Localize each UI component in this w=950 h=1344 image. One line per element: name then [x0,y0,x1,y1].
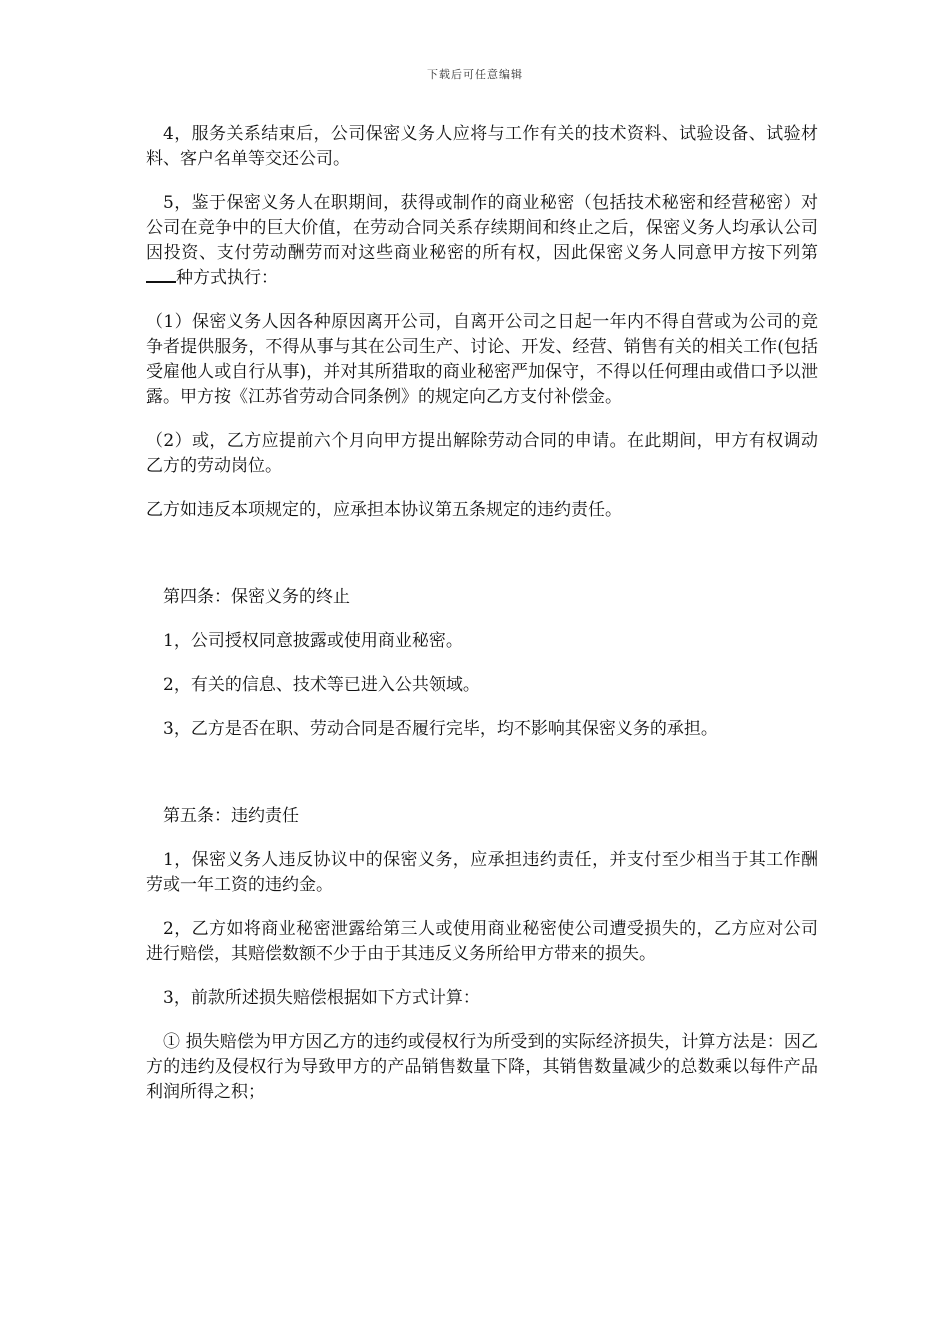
clause-5-text-after-blank: 种方式执行： [176,268,278,288]
page-header: 下载后可任意编辑 [427,68,523,81]
clause-5-text-before-blank: 5，鉴于保密义务人在职期间，获得或制作的商业秘密（包括技术秘密和经营秘密）对公司在竞争中的巨大价值，在劳动合同关系存续期间和终止之后，保密义务人均承认公司因投资、支付劳动酬劳而对这些商业秘密的所有权，因此保密义务人同意甲方按下列第 [146,193,818,263]
violation-paragraph: 乙方如违反本项规定的，应承担本协议第五条规定的违约责任。 [146,500,622,520]
article-4-item-1: 1，公司授权同意披露或使用商业秘密。 [163,631,463,651]
article-4-item-3: 3，乙方是否在职、劳动合同是否履行完毕，均不影响其保密义务的承担。 [163,719,718,739]
article-5-heading: 第五条：违约责任 [163,806,299,826]
option-1-paragraph: （1）保密义务人因各种原因离开公司，自离开公司之日起一年内不得自营或为公司的竞争者提供服务，不得从事与其在公司生产、讨论、开发、经营、销售有关的相关工作(包括受雇他人或自行从事)，并对其所猎取的商业秘密严加保守，不得以任何理由或借口予以泄露。甲方按《江苏省劳动合同条例》的规定向乙方支付补偿金。 [146,312,818,407]
article-5-item-3-sub-1: ① 损失赔偿为甲方因乙方的违约或侵权行为所受到的实际经济损失，计算方法是：因乙方的违约及侵权行为导致甲方的产品销售数量下降，其销售数量减少的总数乘以每件产品利润所得之积； [146,1032,818,1102]
option-2-paragraph: （2）或，乙方应提前六个月向甲方提出解除劳动合同的申请。在此期间，甲方有权调动乙方的劳动岗位。 [146,431,818,476]
article-5-item-3: 3，前款所述损失赔偿根据如下方式计算： [163,988,480,1008]
option-blank-field [146,267,176,283]
document-body [146,122,818,1124]
article-4-heading: 第四条：保密义务的终止 [163,587,350,607]
article-5-item-1: 1，保密义务人违反协议中的保密义务，应承担违约责任，并支付至少相当于其工作酬劳或一年工资的违约金。 [146,850,818,895]
clause-5-trade-secrets [146,191,818,291]
clause-4-return-materials: 4，服务关系结束后，公司保密义务人应将与工作有关的技术资料、试验设备、试验材料、客户名单等交还公司。 [146,124,818,169]
article-4-item-2: 2，有关的信息、技术等已进入公共领域。 [163,675,480,695]
article-5-item-2: 2，乙方如将商业秘密泄露给第三人或使用商业秘密使公司遭受损失的，乙方应对公司进行赔偿，其赔偿数额不少于由于其违反义务所给甲方带来的损失。 [146,919,818,964]
